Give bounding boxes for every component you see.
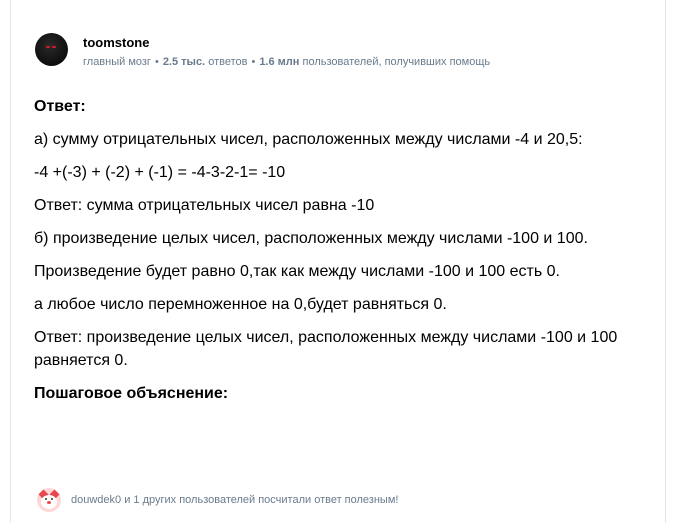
fox-eye-left — [45, 498, 47, 500]
helped-label: пользователей, получивших помощь — [302, 56, 491, 68]
author-rank: главный мозг — [83, 56, 151, 68]
answer-content — [34, 95, 654, 415]
answer-paragraph: Произведение будет равно 0,так как между числами -100 и 100 есть 0. — [34, 263, 560, 280]
answer-heading: Ответ: — [34, 98, 86, 115]
author-avatar[interactable] — [35, 33, 68, 66]
avatar-eye-left — [46, 46, 50, 48]
fox-avatar-icon[interactable] — [37, 488, 61, 512]
answers-count: 2.5 тыс. — [162, 56, 206, 68]
author-name[interactable]: toomstone — [83, 35, 150, 50]
answer-paragraph: а) сумму отрицательных чисел, расположенных между числами -4 и 20,5: — [34, 131, 583, 148]
answer-paragraph: Ответ: сумма отрицательных чисел равна -10 — [34, 197, 375, 214]
answer-author — [35, 33, 490, 69]
explanation-heading: Пошаговое объяснение: — [34, 385, 229, 402]
author-info — [83, 33, 490, 69]
meta-separator: • — [251, 56, 256, 68]
author-meta — [83, 55, 490, 69]
answer-paragraph: Ответ: произведение целых чисел, расположенных между числами -100 и 100 равняется 0. — [34, 329, 618, 369]
helped-count: 1.6 млн — [259, 56, 300, 68]
answer-card — [10, 0, 666, 523]
answers-label: ответов — [208, 56, 248, 68]
fox-nose — [47, 501, 51, 504]
helpful-footer — [37, 488, 398, 512]
answer-paragraph: а любое число перемноженное на 0,будет равняться 0. — [34, 296, 447, 313]
fox-eye-right — [51, 498, 53, 500]
helpful-text: douwdek0 и 1 других пользователей посчитали ответ полезным! — [71, 494, 399, 506]
avatar-eye-right — [52, 46, 56, 48]
answer-paragraph: б) произведение целых чисел, расположенных между числами -100 и 100. — [34, 230, 588, 247]
meta-separator: • — [154, 56, 159, 68]
answer-paragraph: -4 +(-3) + (-2) + (-1) = -4-3-2-1= -10 — [34, 164, 286, 181]
